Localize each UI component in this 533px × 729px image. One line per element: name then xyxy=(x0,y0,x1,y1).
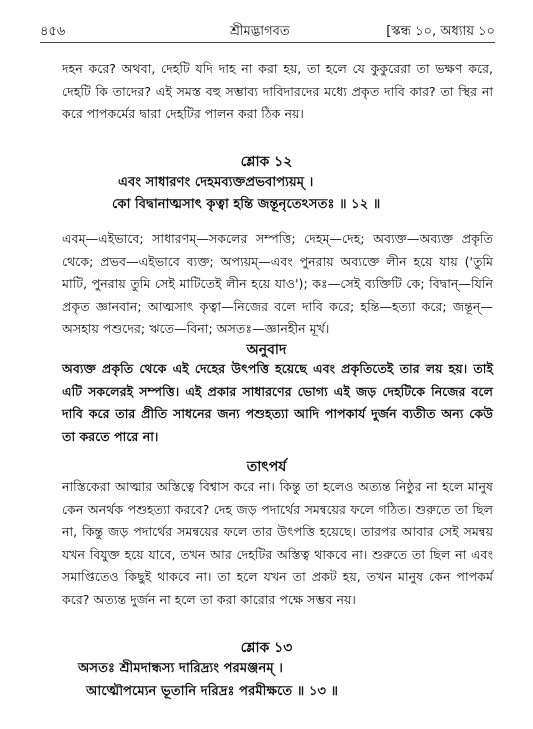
verse-12-line-2: কো বিদ্বানাত্মসাৎ কৃত্বা হন্তি জন্তূনৃতেঽসতঃ ॥ ১২ ॥ xyxy=(112,197,381,212)
purport-heading: তাৎপর্য xyxy=(246,459,287,475)
verse-12-synonyms: এবম্—এইভাবে; সাধারণম্—সকলের সম্পত্তি; দেহম্—দেহ; অব্যক্ত—অব্যক্ত প্রকৃতি থেকে; প্রভব—এইভাবে ব্যক্ত; অপ্যয়ম্—এবং পুনরায় অব্যক্তে লীন হয়ে যায় ('তুমি মাটি, পুনরায় তুমি সেই মাটিতেই লীন হয়ে যাও'); কঃ—সেই ব্যক্তিটি কে; বিদ্বান্—যিনি প্রকৃত জ্ঞানবান; আত্মসাৎ কৃত্বা—নিজের বলে দাবি করে; হন্তি—হত্যা করে; জন্তূন্—অসহায় পশুদের; ঋতে—বিনা; অসতঃ—জ্ঞানহীন মূর্খ। xyxy=(62,231,493,337)
verse-13-line-1: অসতঃ শ্রীমদান্ধস্য দারিদ্র্যং পরমঞ্জনম্ । xyxy=(78,661,283,676)
translation-text: অব্যক্ত প্রকৃতি থেকে এই দেহের উৎপত্তি হয়েছে এবং প্রকৃতিতেই তার লয় হয়। তাই এটি সকলেরই সম্পত্তি। এই প্রকার সাধারণের ভোগ্য এই জড় দেহটিকে নিজের বলে দাবি করে তার প্রীতি সাধনের জন্য পশুহত্যা আদি পাপকার্য দুর্জন ব্যতীত অন্য কেউ তা করতে পারে না। xyxy=(62,361,493,444)
purport-text: নাস্তিকেরা আত্মার অস্তিত্বে বিশ্বাস করে না। কিন্তু তা হলেও অত্যন্ত নিষ্ঠুর না হলে মানুষ কেন অনর্থক পশুহত্যা করবে? দেহ জড় পদার্থের সমন্বয়ের ফলে গঠিত। শুরুতে তা ছিল না, কিন্তু জড় পদার্থের সমন্বয়ের ফলে তার উৎপত্তি হয়েছে। তারপর আবার সেই সমন্বয় যখন বিযুক্ত হয়ে যাবে, তখন আর দেহটির অস্তিত্ব থাকবে না। শুরুতে তা ছিল না এবং সমাপ্তিতেও কিছুই থাকবে না। তা হলে যখন তা প্রকট হয়, তখন মানুষ কেন পাপকর্ম করে? অত্যন্ত দুর্জন না হলে তা করা কারোর পক্ষে সম্ভব নয়। xyxy=(62,479,493,607)
verse-13-heading: শ্লোক ১৩ xyxy=(240,640,293,656)
verse-12-line-1: এবং সাধারণং দেহমব্যক্তপ্রভবাপ্যয়ম্ । xyxy=(118,175,314,190)
intro-paragraph: দহন করে? অথবা, দেহটি যদি দাহ না করা হয়, তা হলে যে কুকুরেরা তা ভক্ষণ করে, দেহটি কি তাদের? এই সমস্ত বহু সম্ভাব্য দাবিদারদের মধ্যে প্রকৃত দাবি কার? তা স্থির না করে পাপকর্মের দ্বারা দেহটির পালন করা ঠিক নয়। xyxy=(62,61,493,122)
verse-13-line-2: আত্মৌপম্যেন ভূতানি দরিদ্রঃ পরমীক্ষতে ॥ ১৩ ॥ xyxy=(86,684,339,699)
section-reference: [স্কন্ধ ১০, অধ্যায় ১০ xyxy=(386,24,495,39)
page-number: ৪৫৬ xyxy=(40,24,66,39)
page-header xyxy=(40,22,495,40)
book-title: শ্রীমদ্ভাগবত xyxy=(230,24,290,39)
verse-12-heading: শ্লোক ১২ xyxy=(240,154,293,170)
translation-heading: অনুবাদ xyxy=(246,342,287,358)
header-divider xyxy=(40,42,495,43)
